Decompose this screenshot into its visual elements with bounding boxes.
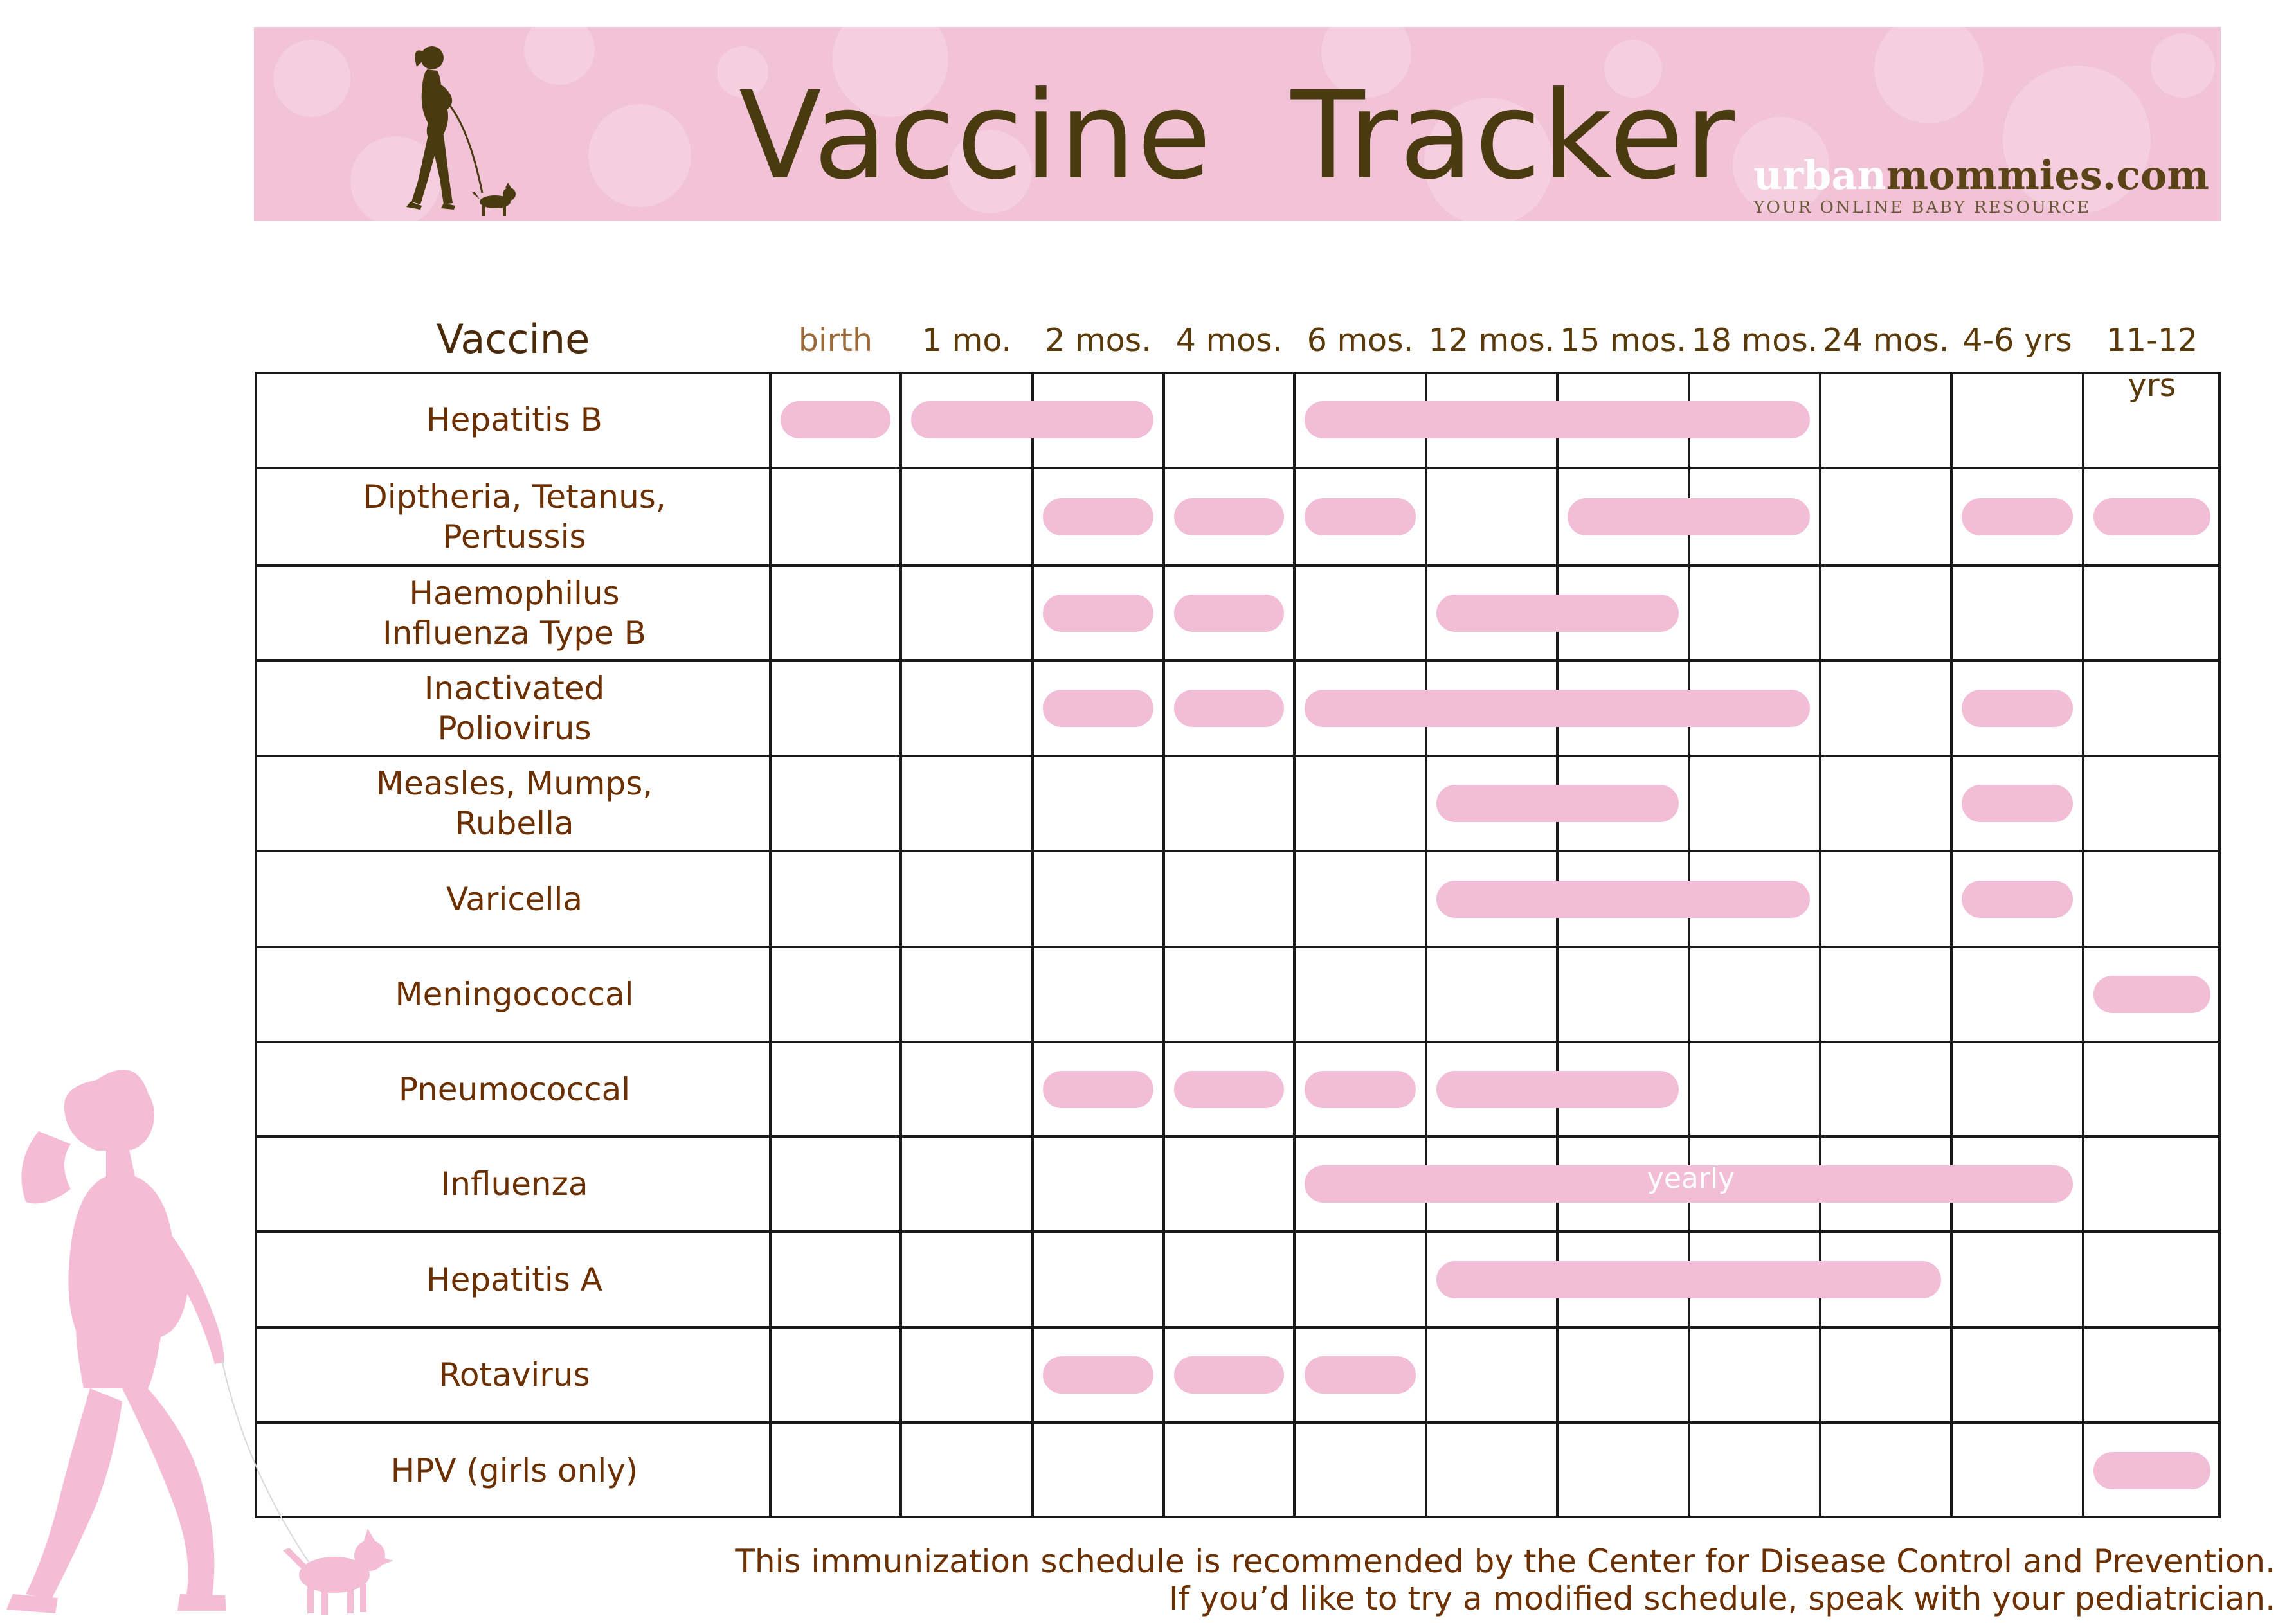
column-header: 15 mos. — [1560, 322, 1686, 359]
vaccine-name: Varicella — [446, 880, 583, 918]
vaccine-column-header: Vaccine — [436, 316, 590, 363]
vaccine-name: Rotavirus — [438, 1356, 590, 1394]
grid-column-line — [899, 372, 902, 1518]
dose-bar — [911, 401, 1153, 438]
dose-bar — [1174, 690, 1284, 727]
column-header: 24 mos. — [1822, 322, 1949, 359]
vaccine-name: Measles, Mumps, Rubella — [375, 765, 653, 842]
grid-column-line — [1819, 372, 1821, 1518]
grid-column-line — [1425, 372, 1427, 1518]
dose-bar — [1568, 498, 1810, 535]
grid-column-line — [1031, 372, 1034, 1518]
vaccine-name: Haemophilus Influenza Type B — [383, 575, 646, 652]
dose-bar — [1962, 785, 2073, 822]
dose-bar — [1436, 881, 1810, 918]
dose-bar — [1043, 1356, 1153, 1394]
dose-bar — [1174, 1071, 1284, 1108]
dose-bar — [1305, 498, 1416, 535]
column-header: 11-12 yrs — [2106, 322, 2198, 404]
column-header: 6 mos. — [1306, 322, 1414, 359]
dose-bar — [1436, 595, 1679, 632]
vaccine-name: Inactivated Poliovirus — [424, 670, 605, 747]
dose-bar — [1174, 595, 1284, 632]
dose-bar — [1305, 1356, 1416, 1394]
vaccine-row-label — [257, 372, 772, 468]
dose-bar — [1174, 498, 1284, 535]
dose-bar — [2093, 1452, 2210, 1489]
vaccine-name: Meningococcal — [395, 976, 634, 1013]
vaccine-name: Hepatitis B — [426, 401, 602, 438]
column-header: birth — [798, 322, 873, 359]
grid-column-line — [1556, 372, 1559, 1518]
column-header: 4 mos. — [1175, 322, 1283, 359]
side-silhouette-icon — [0, 1054, 424, 1620]
brand-tagline: YOUR ONLINE BABY RESOURCE — [1753, 198, 2092, 217]
column-header: 1 mo. — [921, 322, 1012, 359]
dose-bar — [1305, 1071, 1416, 1108]
vaccine-row-label — [257, 756, 772, 851]
brand-name-part1: urban — [1753, 152, 1886, 199]
grid-column-line — [2082, 372, 2084, 1518]
dose-bar — [1962, 498, 2073, 535]
dose-bar — [1174, 1356, 1284, 1394]
dose-bar — [1436, 1071, 1679, 1108]
grid-column-line — [1293, 372, 1296, 1518]
dose-bar — [1962, 690, 2073, 727]
grid-column-line — [1688, 372, 1690, 1518]
header-banner — [254, 27, 2221, 221]
brand-logo — [1753, 152, 2209, 217]
footer-line-1: This immunization schedule is recommended by the Center for Disease Control and Prevention. — [735, 1543, 2275, 1580]
vaccine-row-label — [257, 468, 772, 566]
dose-bar — [1436, 785, 1679, 822]
dose-bar — [1043, 595, 1153, 632]
vaccine-name: HPV (girls only) — [390, 1451, 638, 1489]
vaccine-row-label — [257, 661, 772, 756]
vaccine-name: Hepatitis A — [426, 1260, 602, 1298]
vaccine-name: Pneumococcal — [398, 1070, 631, 1108]
footer-note — [735, 1543, 2275, 1617]
dose-bar — [1436, 1261, 1941, 1298]
dose-bar — [2093, 976, 2210, 1013]
grid-column-line — [1950, 372, 1953, 1518]
column-header: 2 mos. — [1045, 322, 1152, 359]
dose-bar — [1043, 498, 1153, 535]
brand-name-part2: mommies.com — [1886, 152, 2209, 199]
dose-bar — [1305, 690, 1810, 727]
influenza-yearly-note: yearly — [1647, 1162, 1735, 1195]
page-title: Vaccine Tracker — [739, 66, 1736, 206]
dose-bar — [1043, 690, 1153, 727]
vaccine-row-label — [257, 851, 772, 947]
vaccine-name: Diptheria, Tetanus, Pertussis — [363, 478, 666, 555]
footer-line-2: If you’d like to try a modified schedule, speak with your pediatrician. — [1169, 1580, 2275, 1617]
vaccine-row-label — [257, 947, 772, 1042]
brand-name — [1753, 152, 2209, 199]
dose-bar — [1962, 881, 2073, 918]
dose-bar — [1305, 401, 1810, 438]
dose-bar — [1043, 1071, 1153, 1108]
column-header: 18 mos. — [1691, 322, 1818, 359]
vaccine-name: Influenza — [440, 1165, 588, 1203]
column-header: 12 mos. — [1428, 322, 1555, 359]
vaccine-row-label — [257, 566, 772, 661]
dose-bar — [2093, 498, 2210, 535]
dose-bar — [781, 401, 890, 438]
grid-column-line — [1162, 372, 1165, 1518]
column-header: 4-6 yrs — [1962, 322, 2072, 359]
